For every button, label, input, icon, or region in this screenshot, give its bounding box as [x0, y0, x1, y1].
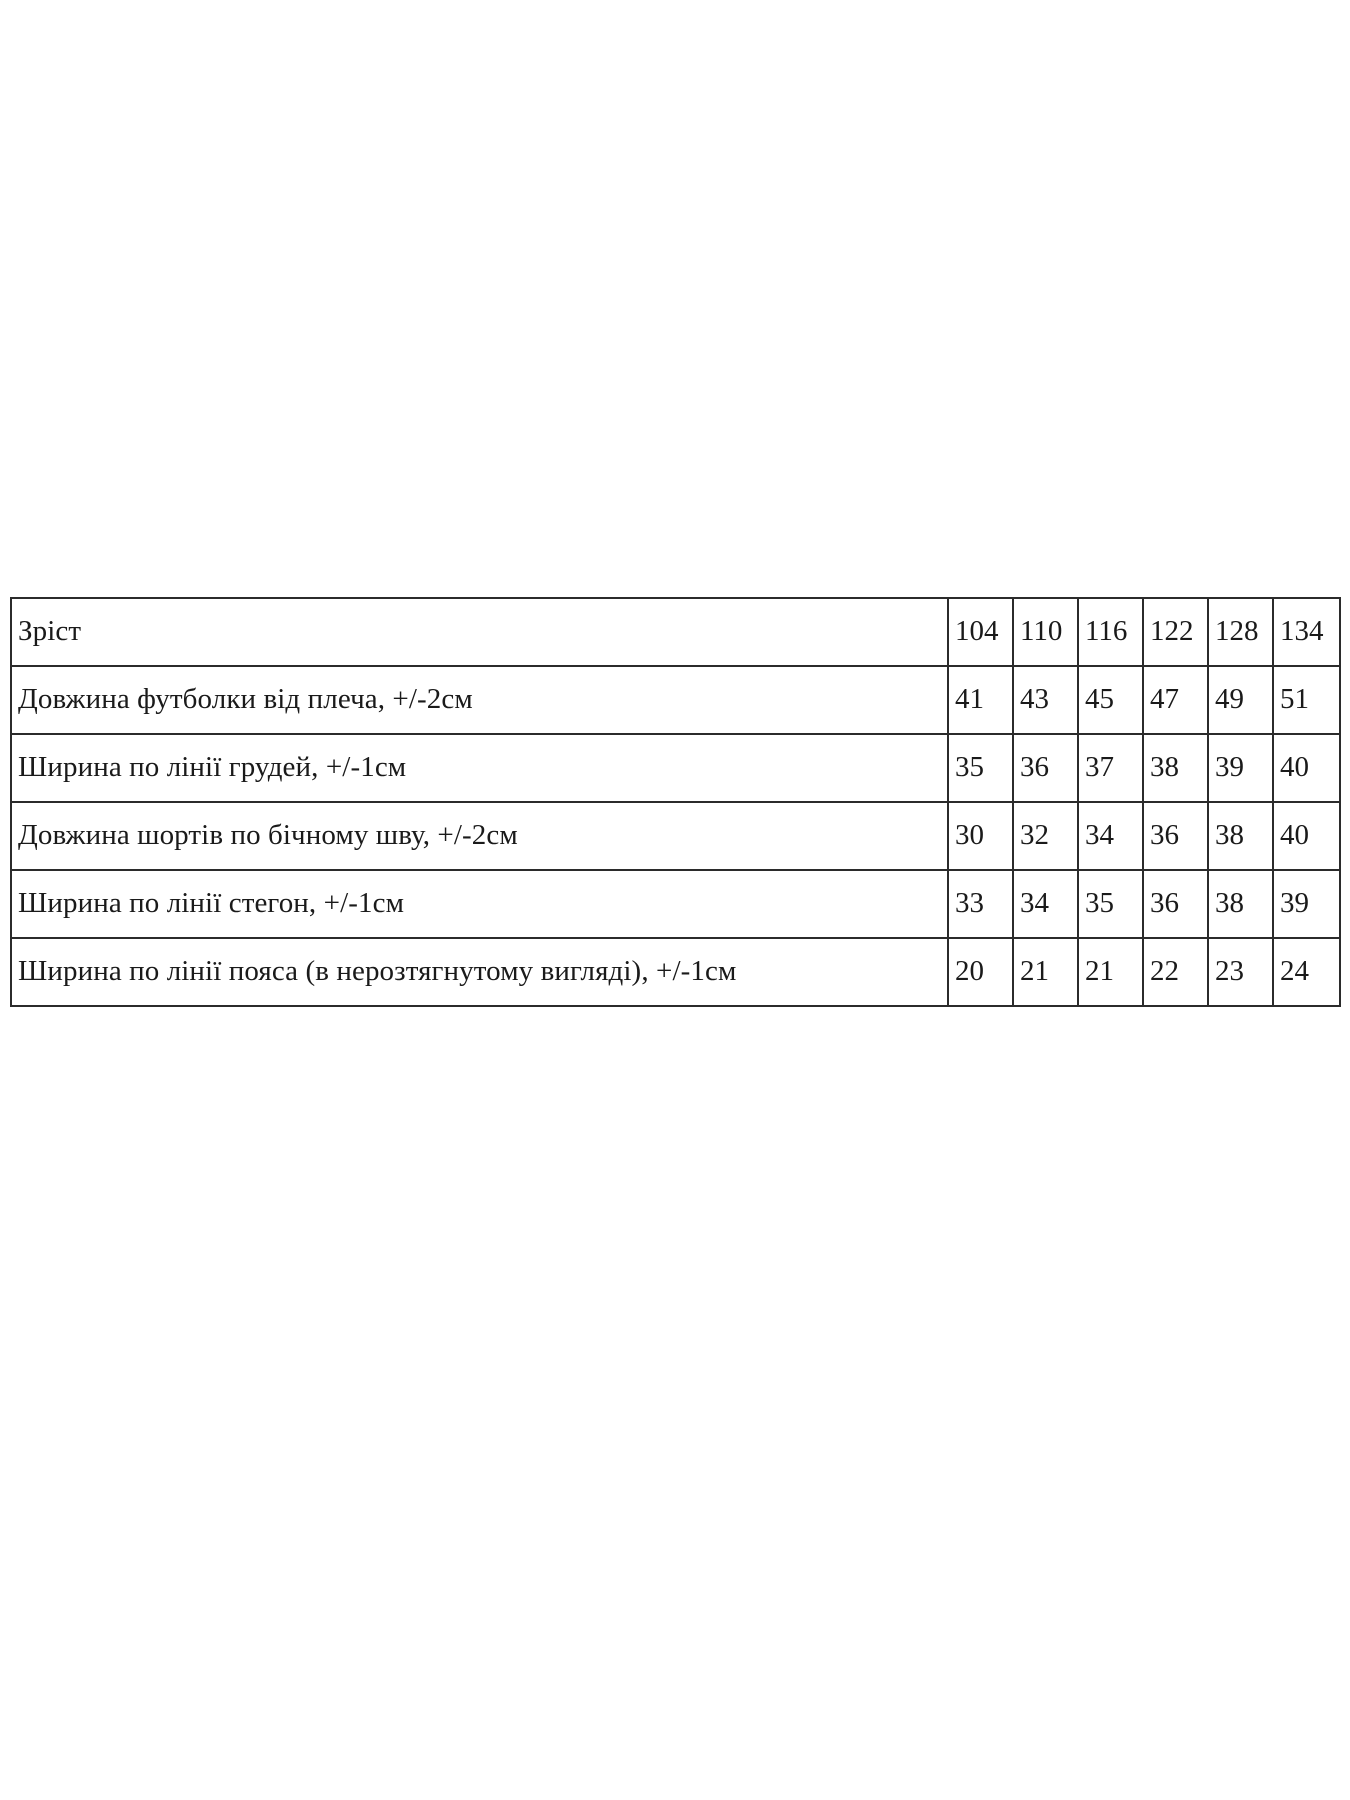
table-row [12, 667, 1339, 735]
measurement-value: 40 [1274, 803, 1339, 871]
measurement-value: 23 [1209, 939, 1274, 1005]
table-row [12, 735, 1339, 803]
header-size-cell: 110 [1014, 599, 1079, 667]
measurement-value: 45 [1079, 667, 1144, 735]
measurement-value: 47 [1144, 667, 1209, 735]
measurement-value: 34 [1014, 871, 1079, 939]
measurement-value: 21 [1079, 939, 1144, 1005]
header-size-cell: 128 [1209, 599, 1274, 667]
measurement-value: 38 [1144, 735, 1209, 803]
measurement-value: 30 [949, 803, 1014, 871]
measurement-value: 38 [1209, 871, 1274, 939]
measurement-value: 38 [1209, 803, 1274, 871]
header-size-cell: 134 [1274, 599, 1339, 667]
measurement-value: 35 [1079, 871, 1144, 939]
size-chart-table [10, 597, 1341, 1007]
measurement-value: 22 [1144, 939, 1209, 1005]
table-row [12, 803, 1339, 871]
measurement-value: 24 [1280, 955, 1309, 988]
measurement-value: 37 [1079, 735, 1144, 803]
table-row [12, 939, 1339, 1005]
measurement-label: Довжина футболки від плеча, +/-2см [12, 667, 949, 735]
measurement-value: 49 [1209, 667, 1274, 735]
measurement-value: 34 [1079, 803, 1144, 871]
size-chart-body [12, 599, 1339, 1005]
measurement-label: Ширина по лінії пояса (в нерозтягнутому вигляді), +/-1см [12, 939, 949, 1005]
measurement-value: 21 [1014, 939, 1079, 1005]
header-size-cell: 116 [1079, 599, 1144, 667]
measurement-value: 40 [1274, 735, 1339, 803]
table-row [12, 871, 1339, 939]
measurement-label: Ширина по лінії грудей, +/-1см [12, 735, 949, 803]
measurement-value: 35 [949, 735, 1014, 803]
header-size-cell: 122 [1144, 599, 1209, 667]
table-header-row [12, 599, 1339, 667]
measurement-label: Довжина шортів по бічному шву, +/-2см [12, 803, 949, 871]
measurement-value: 20 [949, 939, 1014, 1005]
header-label-cell: Зріст [12, 599, 949, 667]
header-size-cell: 104 [949, 599, 1014, 667]
size-chart-container [10, 597, 1341, 1007]
measurement-value: 43 [1014, 667, 1079, 735]
measurement-value: 36 [1014, 735, 1079, 803]
measurement-value: 32 [1014, 803, 1079, 871]
measurement-value: 36 [1144, 803, 1209, 871]
measurement-label: Ширина по лінії стегон, +/-1см [12, 871, 949, 939]
measurement-value: 33 [949, 871, 1014, 939]
measurement-value: 39 [1209, 735, 1274, 803]
measurement-value: 41 [949, 667, 1014, 735]
measurement-value: 39 [1274, 871, 1339, 939]
measurement-value: 51 [1274, 667, 1339, 735]
measurement-value: 36 [1144, 871, 1209, 939]
